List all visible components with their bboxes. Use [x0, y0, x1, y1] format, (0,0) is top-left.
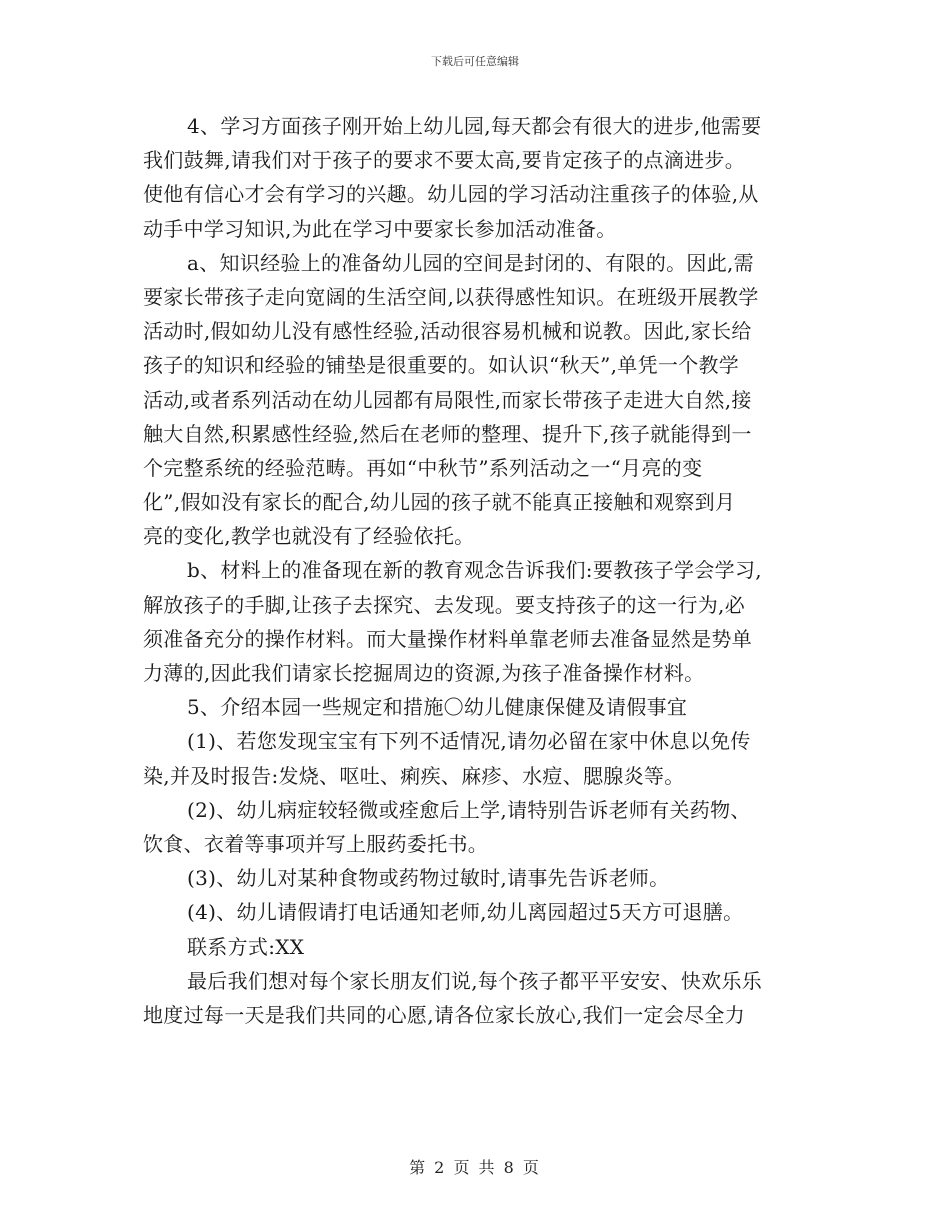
text-line: 动手中学习知识,为此在学习中要家长参加活动准备。: [143, 216, 617, 241]
text-line: (1)、若您发现宝宝有下列不适情况,请勿必留在家中休息以免传: [187, 729, 751, 754]
page-header: 下载后可任意编辑: [431, 55, 519, 68]
text-line: 染,并及时报告:发烧、呕吐、痢疾、麻疹、水痘、腮腺炎等。: [143, 763, 685, 788]
text-line: 5、介绍本园一些规定和措施〇幼儿健康保健及请假事宜: [187, 695, 688, 720]
text-line: 4、学习方面孩子刚开始上幼儿园,每天都会有很大的进步,他需要: [187, 114, 762, 138]
text-line: 化”,假如没有家长的配合,幼儿园的孩子就不能真正接触和观察到月: [143, 490, 736, 515]
text-line: 联系方式:XX: [187, 934, 305, 959]
text-line: 活动时,假如幼儿没有感性经验,活动很容易机械和说教。因此,家长给: [143, 319, 752, 344]
text-line: 地度过每一天是我们共同的心愿,请各位家长放心,我们一定会尽全力: [143, 1002, 746, 1027]
page-number-footer: 第 2 页 共 8 页: [409, 1158, 541, 1177]
text-line: 孩子的知识和经验的铺垫是很重要的。如认识“秋天”,单凭一个教学: [143, 353, 740, 378]
text-line: 力薄的,因此我们请家长挖掘周边的资源,为孩子准备操作材料。: [143, 661, 705, 685]
document-body: [143, 109, 813, 1032]
text-line: 亮的变化,教学也就没有了经验依托。: [143, 524, 475, 549]
text-line: b、材料上的准备现在新的教育观念告诉我们:要教孩子学会学习,: [187, 558, 762, 583]
text-line: 解放孩子的手脚,让孩子去探究、去发现。要支持孩子的这一行为,必: [143, 592, 746, 617]
text-line: 最后我们想对每个家长朋友们说,每个孩子都平平安安、快欢乐乐: [187, 968, 763, 993]
text-line: 我们鼓舞,请我们对于孩子的要求不要太高,要肯定孩子的点滴进步。: [143, 148, 746, 173]
text-line: 个完整系统的经验范畴。再如“中秋节”系列活动之一“月亮的变: [143, 455, 703, 480]
text-line: a、知识经验上的准备幼儿园的空间是封闭的、有限的。因此,需: [187, 250, 754, 275]
text-line: 触大自然,积累感性经验,然后在老师的整理、提升下,孩子就能得到一: [143, 421, 752, 446]
text-line: 要家长带孩子走向宽阔的生活空间,以获得感性知识。在班级开展教学: [143, 284, 759, 309]
text-line: 活动,或者系列活动在幼儿园都有局限性,而家长带孩子走进大自然,接: [143, 387, 752, 412]
text-line: 使他有信心才会有学习的兴趣。幼儿园的学习活动注重孩子的体验,从: [143, 182, 759, 207]
text-line: (3)、幼儿对某种食物或药物过敏时,请事先告诉老师。: [187, 866, 670, 891]
text-line: 须准备充分的操作材料。而大量操作材料单靠老师去准备显然是势单: [143, 626, 752, 651]
text-line: (4)、幼儿请假请打电话通知老师,幼儿离园超过5天方可退膳。: [187, 900, 744, 925]
text-line: (2)、幼儿病症较轻微或痊愈后上学,请特别告诉老师有关药物、: [187, 797, 751, 822]
text-line: 饮食、衣着等事项并写上服药委托书。: [143, 831, 489, 856]
